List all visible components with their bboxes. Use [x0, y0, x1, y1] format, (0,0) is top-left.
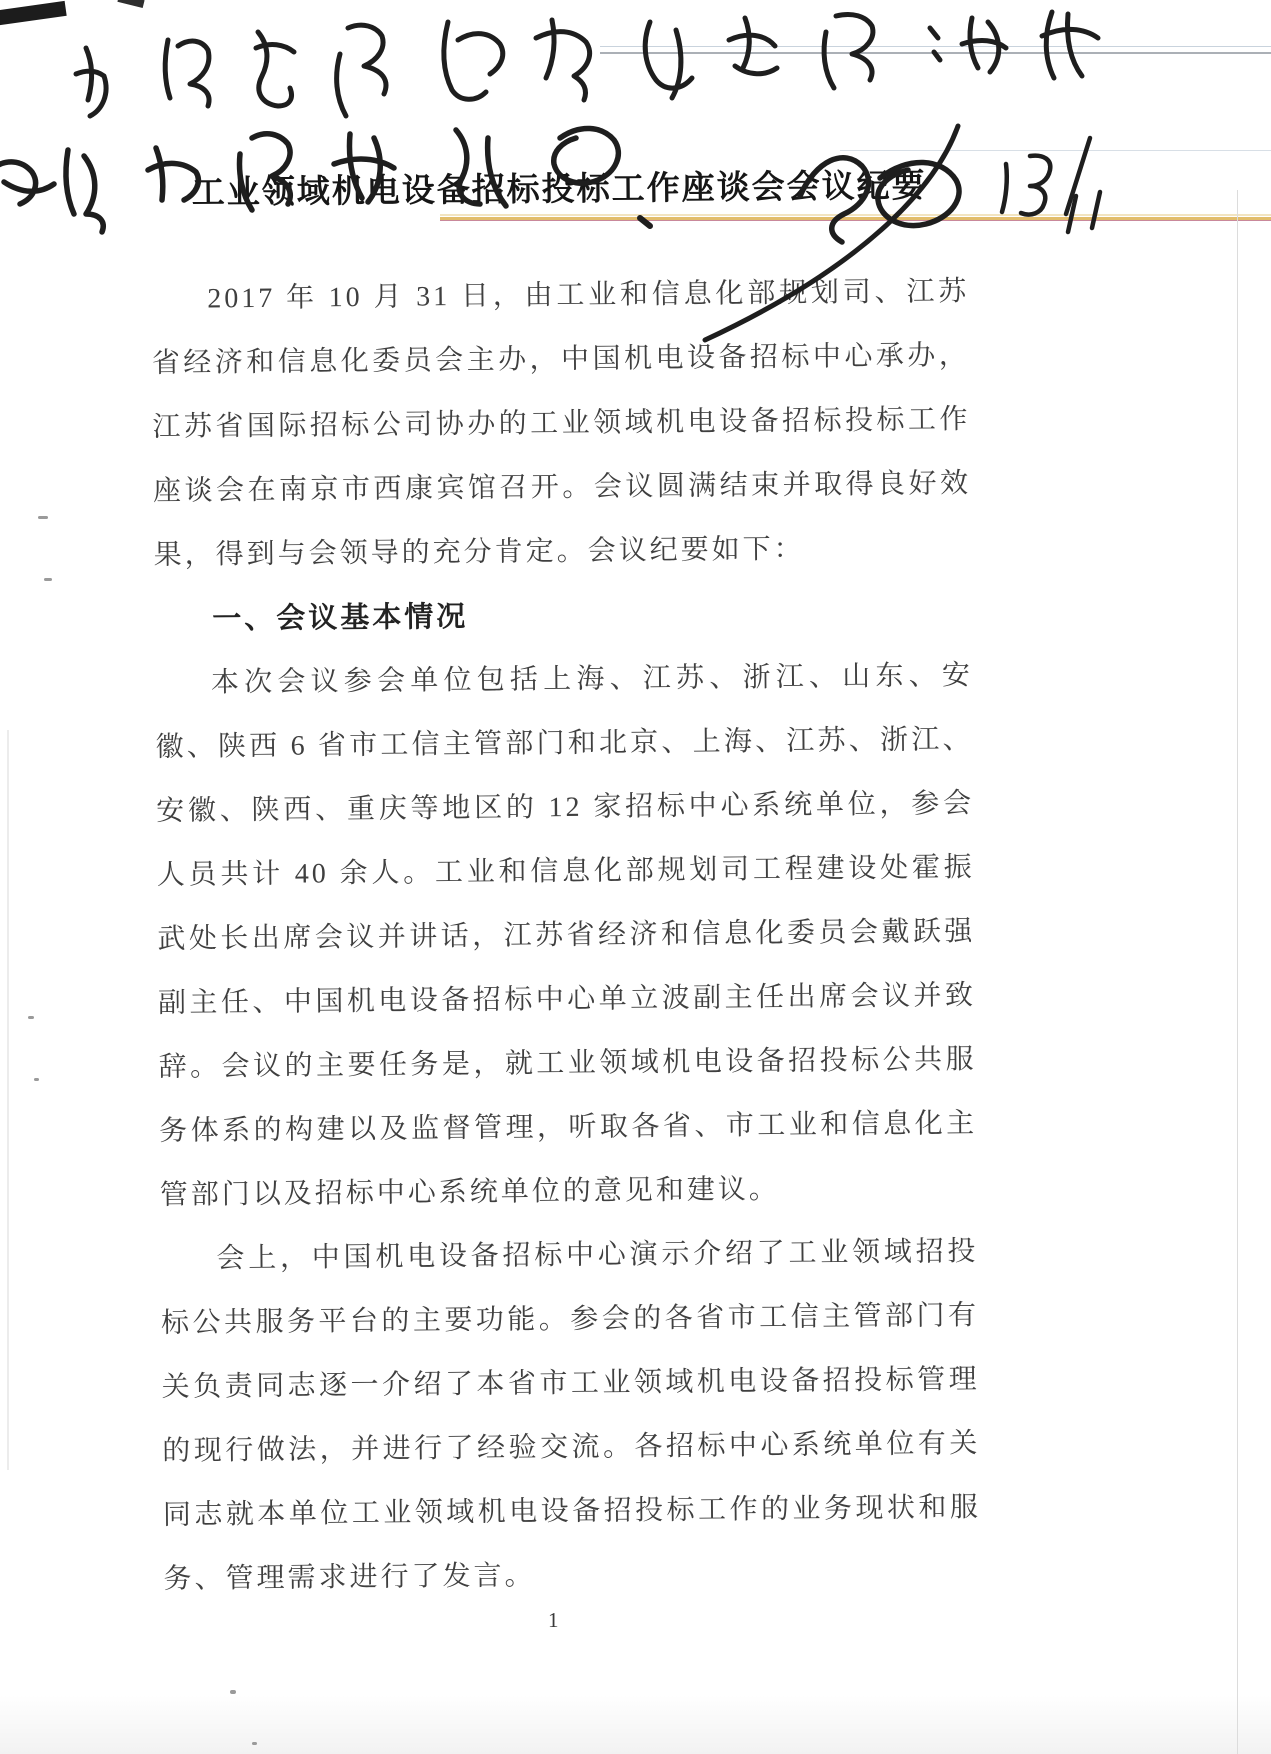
scan-edge-left	[7, 730, 9, 1470]
document-body	[150, 162, 982, 1612]
scan-speck	[252, 1742, 257, 1745]
paragraph-meeting-content: 会上，中国机电设备招标中心演示介绍了工业领域招投标公共服务平台的主要功能。参会的各省市工信主管部门有关负责同志逐一介绍了本省市工业领域机电设备招投标管理的现行做法，并进行了经验交流。各招标中心系统单位有关同志就本单位工业领域机电设备招投标工作的业务现状和服务、管理需求进行了发言。	[160, 1236, 982, 1595]
page-number: 1	[548, 1608, 560, 1632]
scan-edge-right	[1237, 190, 1238, 1754]
scan-speck	[28, 1016, 34, 1019]
scan-artifact-grey-line	[600, 52, 1271, 54]
scan-speck	[230, 1690, 236, 1694]
scan-corner-mark-2	[117, 0, 144, 8]
scan-artifact-blue-line-2	[840, 150, 1271, 151]
section-heading-1: 一、会议基本情况	[212, 600, 469, 636]
document-title: 工业领域机电设备招标投标工作座谈会会议纪要	[191, 166, 927, 211]
scan-speck	[34, 1078, 39, 1081]
scan-speck	[38, 516, 48, 519]
paragraph-intro: 2017 年 10 月 31 日，由工业和信息化部规划司、江苏省经济和信息化委员会主办，中国机电设备招标中心承办，江苏省国际招标公司协办的工业领域机电设备招标投标工作座谈会在南京市西康宾馆召开。会议圆满结束并取得良好效果，得到与会领导的充分肯定。会议纪要如下：	[151, 276, 972, 571]
paragraph-meeting-overview: 本次会议参会单位包括上海、江苏、浙江、山东、安徽、陕西 6 省市工信主管部门和北京、上海、江苏、浙江、安徽、陕西、重庆等地区的 12 家招标中心系统单位，参会人员共计 40 余人。工业和信息化部规划司工程建设处霍振武处长出席会议并讲话，江苏省经济和信息化委员会戴跃强副主任、中国机电设备招标中心单立波副主任出席会议并致辞。会议的主要任务是，就工业领域机电设备招投标公共服务体系的构建以及监督管理，听取各省、市工业和信息化主管部门以及招标中心系统单位的意见和建议。	[155, 660, 978, 1211]
scan-artifact-blue-line	[600, 46, 1271, 47]
scan-corner-mark	[0, 1, 67, 26]
scan-speck	[44, 578, 52, 581]
